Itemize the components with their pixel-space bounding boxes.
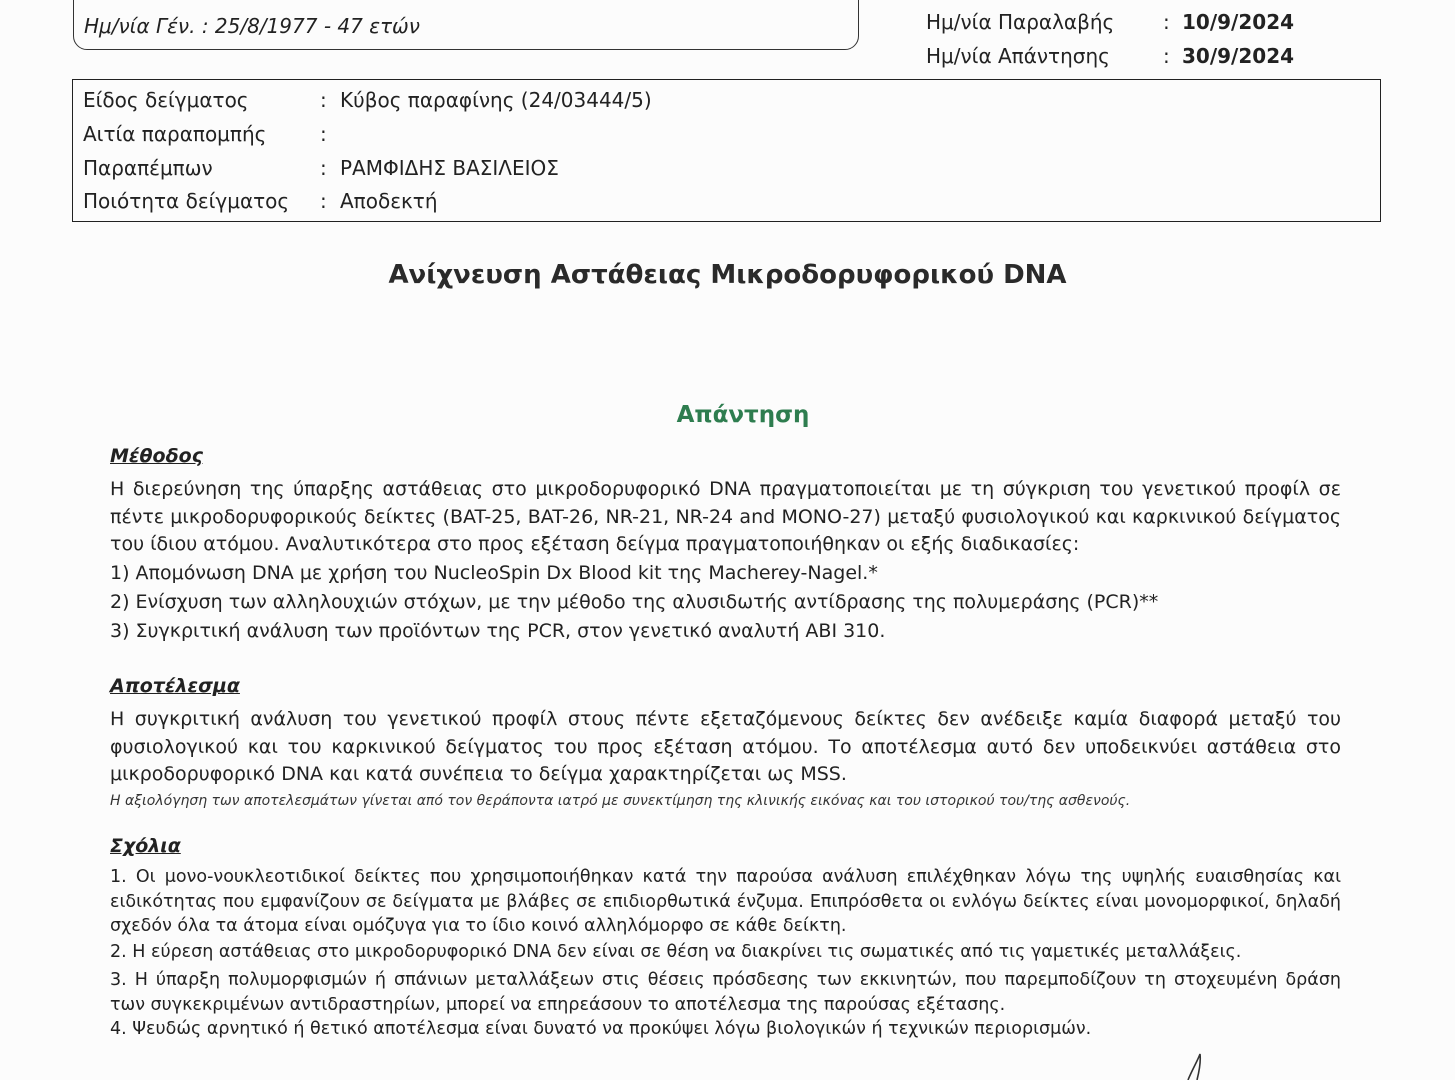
comments-heading: Σχόλια (110, 835, 181, 857)
received-date-separator: : (1163, 10, 1170, 34)
patient-birthdate: Ημ/νία Γέν. : 25/8/1977 - 47 ετών (84, 14, 420, 38)
method-heading: Μέθοδος (110, 445, 203, 467)
result-note: Η αξιολόγηση των αποτελεσμάτων γίνεται από τον θεράποντα ιατρό με συνεκτίμηση της κλινικής εικόνας και του ιστορικού του/της ασθενούς. (110, 793, 1131, 809)
answer-date-value: 30/9/2024 (1182, 44, 1295, 68)
sample-type-label: Είδος δείγματος (83, 88, 249, 112)
received-date-label: Ημ/νία Παραλαβής (926, 10, 1115, 34)
comment-item-4: 4. Ψευδώς αρνητικό ή θετικό αποτέλεσμα είναι δυνατό να προκύψει λόγω βιολογικών ή τεχνικών περιορισμών. (110, 1019, 1092, 1039)
received-date-value: 10/9/2024 (1182, 10, 1295, 34)
comment-item-3: 3. Η ύπαρξη πολυμορφισμών ή σπάνιων μεταλλάξεων στις θέσεις πρόσδεσης των εκκινητών, που παρεμποδίζουν τη στοχευμένη δράση των συγκεκριμένων αντιδραστηρίων, μπορεί να επηρεάσουν το αποτέλεσμα της παρούσας εξέτασης. (110, 970, 1341, 1015)
result-heading: Αποτέλεσμα (110, 675, 240, 697)
sample-separator: : (320, 189, 327, 213)
method-step-3: 3) Συγκριτική ανάλυση των προϊόντων της PCR, στον γενετικό αναλυτή ABI 310. (110, 620, 886, 642)
answer-date-label: Ημ/νία Απάντησης (926, 44, 1110, 68)
signature-mark (1170, 1052, 1230, 1080)
sample-info-box (72, 79, 1381, 222)
result-paragraph: Η συγκριτική ανάλυση του γενετικού προφίλ στους πέντε εξεταζόμενους δείκτες δεν ανέδειξε καμία διαφορά μεταξύ του φυσιολογικού και του καρκινικού δείγματος του προς εξέταση ατόμου. Το αποτέλεσμα αυτό δεν υποδεικνύει αστάθεια στο μικροδορυφορικό DNA και κατά συνέπεια το δείγμα χαρακτηρίζεται ως MSS. (110, 708, 1341, 785)
referrer-label: Παραπέμπων (83, 156, 213, 180)
sample-type-value: Κύβος παραφίνης (24/03444/5) (340, 88, 652, 112)
sample-quality-value: Αποδεκτή (340, 189, 438, 213)
comment-item-2: 2. Η εύρεση αστάθειας στο μικροδορυφορικό DNA δεν είναι σε θέση να διακρίνει τις σωματικές από τις γαμετικές μεταλλάξεις. (110, 942, 1242, 962)
answer-heading: Απάντηση (676, 402, 810, 428)
method-paragraph: Η διερεύνηση της ύπαρξης αστάθειας στο μικροδορυφορικό DNA πραγματοποιείται με τη σύγκριση του γενετικού προφίλ σε πέντε μικροδορυφορικούς δείκτες (BAT-25, BAT-26, NR-21, NR-24 and MONO-27) μεταξύ φυσιολογικού και καρκινικού δείγματος του ίδιου ατόμου. Αναλυτικότερα στο προς εξέταση δείγμα πραγματοποιήθηκαν οι εξής διαδικασίες: (110, 478, 1341, 555)
referral-reason-label: Αιτία παραπομπής (83, 122, 267, 146)
sample-separator: : (320, 156, 327, 180)
comment-item-1: 1. Οι μονο-νουκλεοτιδικοί δείκτες που χρησιμοποιήθηκαν κατά την παρούσα ανάλυση επιλέχθηκαν λόγω της υψηλής ευαισθησίας και ειδικότητας που εμφανίζουν σε δείγματα με βλάβες σε επιδιορθωτικά ένζυμα. Επιπρόσθετα οι ενλόγω δείκτες είναι μονομορφικοί, δηλαδή σχεδόν όλα τα άτομα είναι ομόζυγα για το ίδιο κοινό αλληλόμορφο σε κάθε δείκτη. (110, 867, 1341, 936)
referrer-value: ΡΑΜΦΙΔΗΣ ΒΑΣΙΛΕΙΟΣ (340, 156, 559, 180)
sample-quality-label: Ποιότητα δείγματος (83, 189, 290, 213)
method-step-1: 1) Απομόνωση DNA με χρήση του NucleoSpin Dx Blood kit της Macherey-Nagel.* (110, 562, 878, 584)
answer-date-separator: : (1163, 44, 1170, 68)
report-title: Ανίχνευση Αστάθειας Μικροδορυφορικού DNA (388, 260, 1067, 290)
method-step-2: 2) Ενίσχυση των αλληλουχιών στόχων, με την μέθοδο της αλυσιδωτής αντίδρασης της πολυμεράσης (PCR)** (110, 591, 1159, 613)
sample-separator: : (320, 88, 327, 112)
sample-separator: : (320, 122, 327, 146)
